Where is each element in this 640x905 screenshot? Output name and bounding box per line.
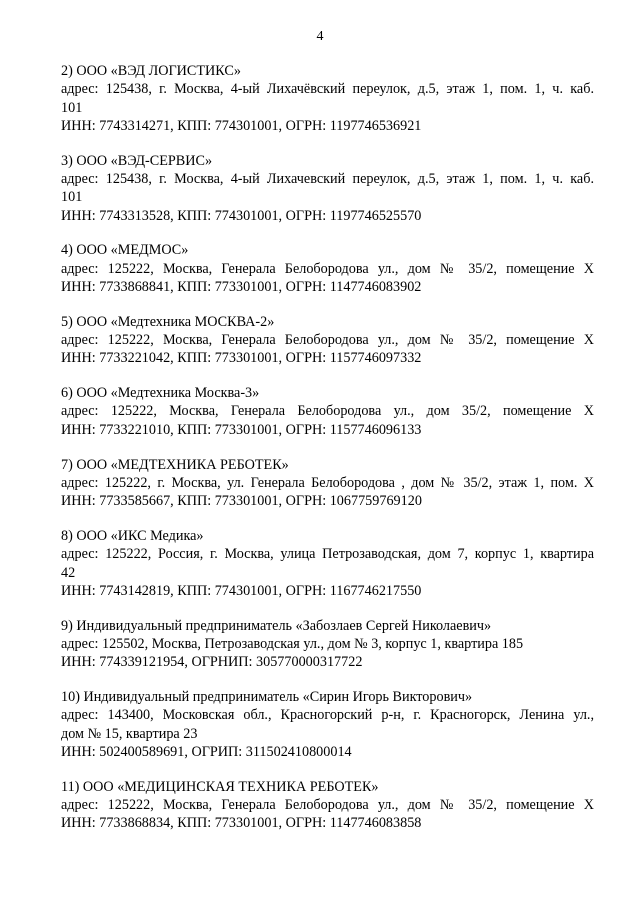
entity-title: 7) ООО «МЕДТЕХНИКА РЕБОТЕК» <box>61 456 289 473</box>
page-number: 4 <box>316 29 324 44</box>
entity-registration-ids: ИНН: 7733221010, КПП: 773301001, ОГРН: 1157746096133 <box>61 421 422 438</box>
entity-entry <box>61 617 594 672</box>
entity-registration-ids: ИНН: 7733868834, КПП: 773301001, ОГРН: 1147746083858 <box>61 815 422 832</box>
entity-address-line: 101 <box>61 99 83 116</box>
entity-registration-ids: ИНН: 7733868841, КПП: 773301001, ОГРН: 1147746083902 <box>61 278 422 295</box>
entity-title: 4) ООО «МЕДМОС» <box>61 242 189 259</box>
entity-address-line: адрес: 125438, г. Москва, 4-ый Лихачёвский переулок, д.5, этаж 1, пом. 1, ч. каб. <box>61 81 594 98</box>
entity-entry <box>61 241 594 296</box>
entity-entry <box>61 62 594 135</box>
entity-address-line: адрес: 125502, Москва, Петрозаводская ул., дом № 3, корпус 1, квартира 185 <box>61 635 524 652</box>
entity-registration-ids: ИНН: 7743142819, КПП: 774301001, ОГРН: 1167746217550 <box>61 582 422 599</box>
entity-registration-ids: ИНН: 502400589691, ОГРИП: 311502410800014 <box>61 743 352 760</box>
entity-title: 2) ООО «ВЭД ЛОГИСТИКС» <box>61 63 241 79</box>
entity-address-line: адрес: 143400, Московская обл., Красногорский р-н, г. Красногорск, Ленина ул., <box>61 707 594 724</box>
entity-title: 9) Индивидуальный предприниматель «Забозлаев Сергей Николаевич» <box>61 617 492 634</box>
entity-address-line: адрес: 125222, Москва, Генерала Белобородова ул., дом 35/2, помещение X <box>61 403 594 420</box>
entity-title: 3) ООО «ВЭД-СЕРВИС» <box>61 152 213 169</box>
entity-entry <box>61 527 594 600</box>
entity-entry <box>61 384 594 439</box>
entity-address-line: дом № 15, квартира 23 <box>61 725 198 742</box>
entity-entry <box>61 152 594 225</box>
entity-list <box>61 62 594 849</box>
entity-address-line: адрес: 125222, Россия, г. Москва, улица Петрозаводская, дом 7, корпус 1, квартира <box>61 546 594 563</box>
entity-address-line: адрес: 125222, Москва, Генерала Белобородова ул., дом № 35/2, помещение X <box>61 332 594 349</box>
entity-entry <box>61 456 594 511</box>
entity-registration-ids: ИНН: 7743314271, КПП: 774301001, ОГРН: 1197746536921 <box>61 117 422 134</box>
entity-title: 8) ООО «ИКС Медика» <box>61 527 204 544</box>
entity-registration-ids: ИНН: 774339121954, ОГРНИП: 305770000317722 <box>61 654 363 671</box>
entity-registration-ids: ИНН: 7733585667, КПП: 773301001, ОГРН: 1067759769120 <box>61 493 422 510</box>
entity-address-line: адрес: 125222, Москва, Генерала Белобородова ул., дом № 35/2, помещение X <box>61 797 594 813</box>
entity-entry <box>61 778 594 833</box>
entity-address-line: 101 <box>61 189 83 206</box>
entity-address-line: адрес: 125438, г. Москва, 4-ый Лихачевский переулок, д.5, этаж 1, пом. 1, ч. каб. <box>61 170 594 187</box>
entity-registration-ids: ИНН: 7743313528, КПП: 774301001, ОГРН: 1197746525570 <box>61 207 422 224</box>
entity-address-line: адрес: 125222, г. Москва, ул. Генерала Белобородова , дом № 35/2, этаж 1, пом. X <box>61 474 594 491</box>
entity-registration-ids: ИНН: 7733221042, КПП: 773301001, ОГРН: 1157746097332 <box>61 350 422 367</box>
entity-title: 11) ООО «МЕДИЦИНСКАЯ ТЕХНИКА РЕБОТЕК» <box>61 778 379 795</box>
entity-entry <box>61 313 594 368</box>
entity-address-line: адрес: 125222, Москва, Генерала Белобородова ул., дом № 35/2, помещение X <box>61 260 594 277</box>
entity-title: 10) Индивидуальный предприниматель «Сирин Игорь Викторович» <box>61 689 473 706</box>
entity-title: 6) ООО «Медтехника Москва-3» <box>61 385 260 402</box>
entity-address-line: 42 <box>61 564 76 581</box>
entity-entry <box>61 688 594 761</box>
entity-title: 5) ООО «Медтехника МОСКВА-2» <box>61 313 275 330</box>
